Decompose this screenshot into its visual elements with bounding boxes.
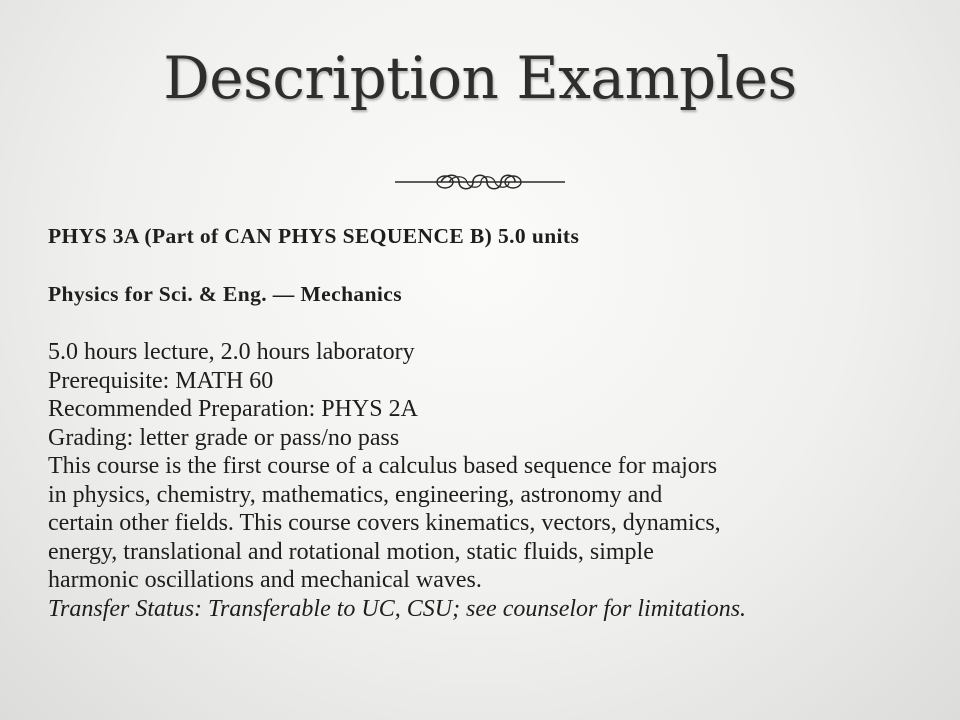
description-line: harmonic oscillations and mechanical waves. — [48, 567, 482, 593]
prerequisite-line: Prerequisite: MATH 60 — [48, 367, 274, 394]
recommended-preparation-line: Recommended Preparation: PHYS 2A — [48, 396, 418, 422]
grading-line: Grading: letter grade or pass/no pass — [48, 424, 400, 451]
course-name: Physics for Sci. & Eng. — Mechanics — [48, 282, 403, 306]
flourish-divider-icon — [393, 170, 567, 194]
description-line: energy, translational and rotational motion, static fluids, simple — [48, 538, 654, 565]
course-details — [48, 338, 928, 623]
slide-title: Description Examples — [163, 44, 797, 112]
description-line: certain other fields. This course covers kinematics, vectors, dynamics, — [48, 510, 721, 536]
description-line: in physics, chemistry, mathematics, engineering, astronomy and — [48, 481, 663, 508]
description-line: This course is the first course of a calculus based sequence for majors — [48, 453, 718, 479]
course-header: PHYS 3A (Part of CAN PHYS SEQUENCE B) 5.0 units — [48, 224, 580, 248]
hours-line: 5.0 hours lecture, 2.0 hours laboratory — [48, 339, 415, 365]
transfer-status: Transfer Status: Transferable to UC, CSU; see counselor for limitations. — [48, 595, 747, 622]
course-description — [48, 222, 928, 623]
